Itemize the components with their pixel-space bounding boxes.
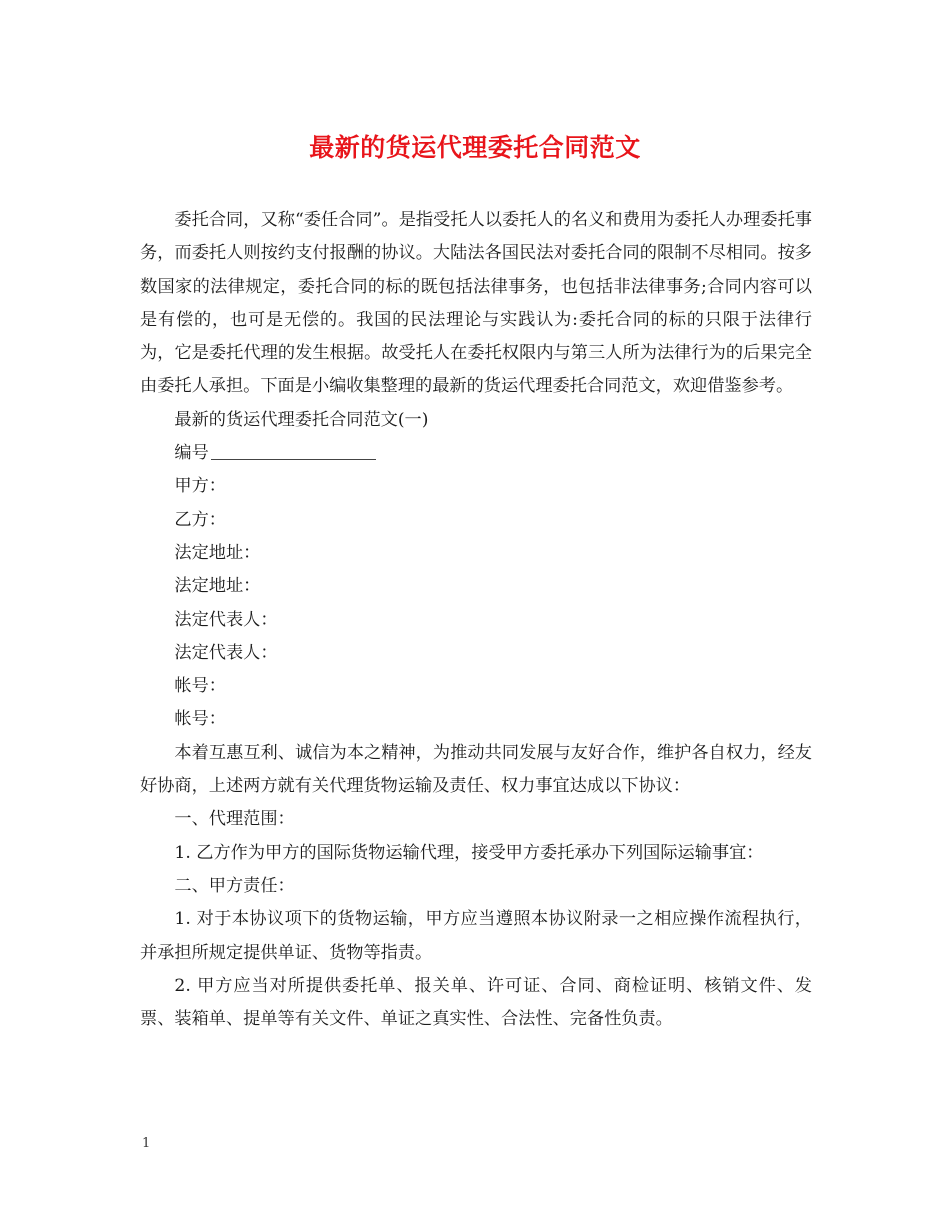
contract-number-blank [211,441,376,460]
legal-rep-b-field: 法定代表人： [174,642,278,663]
clause-scope-1: 1. 乙方作为甲方的国际货物运输代理，接受甲方委托承办下列国际运输事宜： [174,842,764,863]
party-a-field: 甲方： [174,476,226,497]
document-title: 最新的货运代理委托合同范文 [309,133,641,162]
section-heading: 最新的货运代理委托合同范文(一) [174,409,429,430]
contract-number-row [140,437,812,470]
legal-rep-a-field: 法定代表人： [174,609,278,630]
document-body [140,204,812,1036]
clause-party-a-2: 2. 甲方应当对所提供委托单、报关单、许可证、合同、商检证明、核销文件、发票、装箱单、提单等有关文件、单证之真实性、合法性、完备性负责。 [140,975,812,1030]
legal-address-a-field: 法定地址： [174,542,261,563]
account-b-field: 帐号： [174,709,226,730]
contract-number-label: 编号 [174,443,209,464]
clause-heading-scope: 一、代理范围： [174,809,295,830]
page-number: 1 [142,1136,151,1151]
clause-party-a-1: 1. 对于本协议项下的货物运输，甲方应当遵照本协议附录一之相应操作流程执行，并承担所规定提供单证、货物等指责。 [140,909,812,963]
legal-address-b-field: 法定地址： [174,576,261,597]
clause-heading-party-a: 二、甲方责任： [174,875,295,896]
party-b-field: 乙方： [174,509,226,530]
agreement-preamble: 本着互惠互利、诚信为本之精神，为推动共同发展与友好合作，维护各自权力，经友好协商，上述两方就有关代理货物运输及责任、权力事宜达成以下协议： [140,742,812,797]
account-a-field: 帐号： [174,676,226,697]
intro-paragraph: 委托合同，又称“委任合同”。是指受托人以委托人的名义和费用为委托人办理委托事务，而委托人则按约支付报酬的协议。大陆法各国民法对委托合同的限制不尽相同。按多数国家的法律规定，委托合同的标的既包括法律事务，也包括非法律事务;合同内容可以是有偿的，也可是无偿的。我国的民法理论与实践认为:委托合同的标的只限于法律行为，它是委托代理的发生根据。故受托人在委托权限内与第三人所为法律行为的后果完全由委托人承担。下面是小编收集整理的最新的货运代理委托合同范文，欢迎借鉴参考。 [140,210,812,397]
